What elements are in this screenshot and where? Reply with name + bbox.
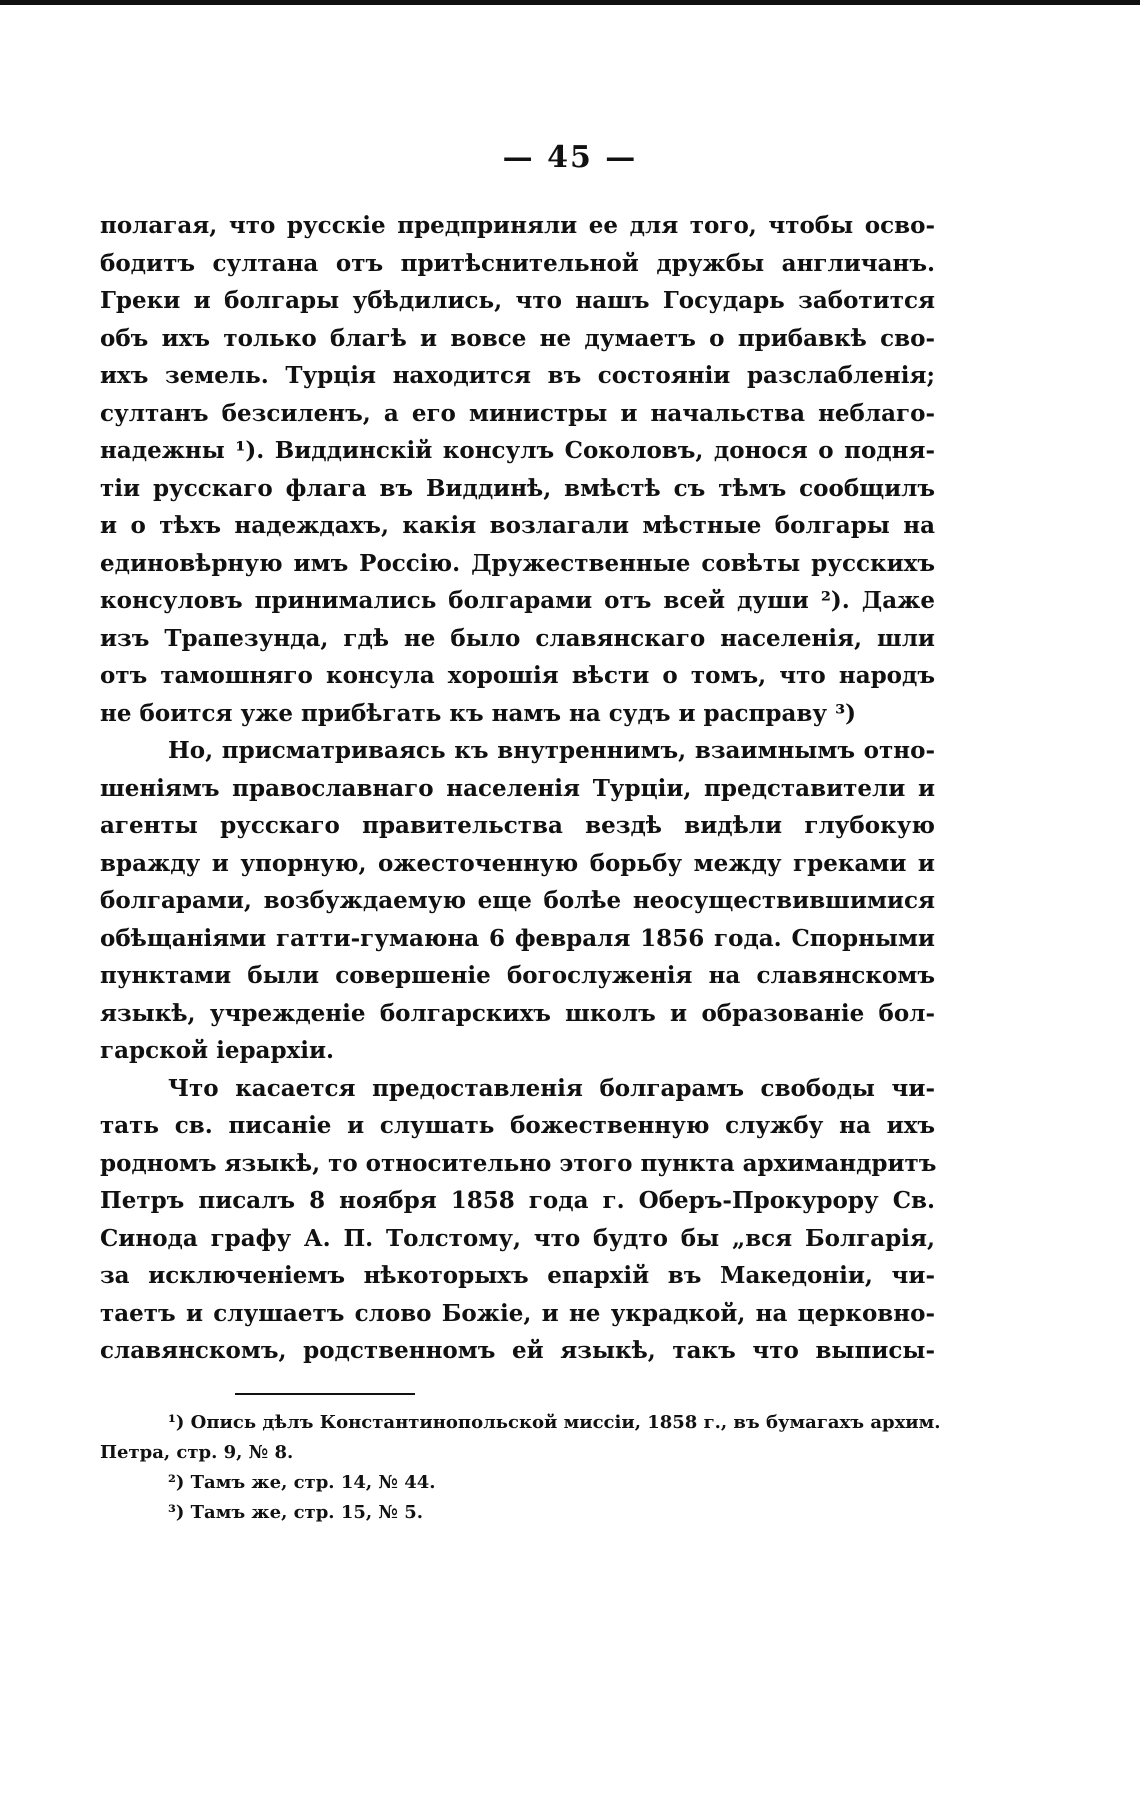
text-line: Но, присматриваясь къ внутреннимъ, взаимнымъ отно- (168, 737, 935, 764)
text-line: обѣщаніями гатти-гумаюна 6 февраля 1856 года. Спорными (100, 924, 935, 952)
text-line: славянскомъ, родственномъ ей языкѣ, такъ что выписы- (100, 1337, 935, 1364)
text-line: пунктами были совершеніе богослуженія на славянскомъ (100, 962, 935, 989)
footnote-3: ³) Тамъ же, стр. 15, № 5. (168, 1502, 424, 1523)
text-line: болгарами, возбуждаемую еще болѣе неосуществившимися (100, 887, 935, 914)
text-line: объ ихъ только благѣ и вовсе не думаетъ о прибавкѣ сво- (100, 324, 935, 352)
text-line: ихъ земель. Турція находится въ состояніи разслабленія; (100, 362, 935, 389)
footnotes (100, 1408, 941, 1528)
text-line: Что касается предоставленія болгарамъ свободы чи- (168, 1074, 935, 1102)
text-line: тіи русскаго флага въ Виддинѣ, вмѣстѣ съ тѣмъ сообщилъ (100, 474, 935, 502)
text-line: тать св. писаніе и слушать божественную службу на ихъ (100, 1112, 935, 1139)
text-line: Петръ писалъ 8 ноября 1858 года г. Оберъ-Прокурору Св. (100, 1187, 935, 1214)
text-line: не боится уже прибѣгать къ намъ на судъ и расправу ³) (100, 699, 857, 727)
text-line: Синода графу А. П. Толстому, что будто бы „вся Болгарія, (100, 1224, 935, 1252)
footnote-separator (235, 1393, 415, 1395)
text-line: полагая, что русскіе предприняли ее для того, чтобы осво- (100, 212, 935, 239)
text-line: родномъ языкѣ, то относительно этого пункта архимандритъ (100, 1149, 937, 1177)
text-line: языкѣ, учрежденіе болгарскихъ школъ и образованіе бол- (100, 999, 935, 1027)
body-text (100, 207, 935, 1370)
text-line: за исключеніемъ нѣкоторыхъ епархій въ Македоніи, чи- (100, 1262, 935, 1289)
text-line: консуловъ принимались болгарами отъ всей души ²). Даже (100, 587, 935, 614)
text-line: единовѣрную имъ Россію. Дружественные совѣты русскихъ (100, 549, 935, 577)
text-line: надежны ¹). Виддинскій консулъ Соколовъ, донося о подня- (100, 437, 935, 464)
text-line: таетъ и слушаетъ слово Божіе, и не украдкой, на церковно- (100, 1299, 935, 1327)
top-border-rule (0, 0, 1140, 5)
footnote-1: ¹) Опись дѣлъ Константинопольской миссіи, 1858 г., въ бумагахъ архим. (168, 1412, 941, 1433)
text-line: гарской іерархіи. (100, 1037, 335, 1064)
text-line: вражду и упорную, ожесточенную борьбу между греками и (100, 849, 935, 877)
text-line: Греки и болгары убѣдились, что нашъ Государь заботится (100, 287, 935, 314)
text-line: отъ тамошняго консула хорошія вѣсти о томъ, что народъ (100, 662, 935, 689)
text-line: султанъ безсиленъ, а его министры и начальства неблаго- (100, 399, 935, 427)
text-line: шеніямъ православнаго населенія Турціи, представители и (100, 774, 935, 802)
page-number: — 45 — (502, 140, 638, 175)
footnote-1-continuation: Петра, стр. 9, № 8. (100, 1442, 294, 1463)
text-line: бодитъ султана отъ притѣснительной дружбы англичанъ. (100, 249, 935, 277)
text-line: изъ Трапезунда, гдѣ не было славянскаго населенія, шли (100, 624, 935, 652)
footnote-2: ²) Тамъ же, стр. 14, № 44. (168, 1472, 436, 1493)
text-line: и о тѣхъ надеждахъ, какія возлагали мѣстные болгары на (100, 512, 935, 539)
text-line: агенты русскаго правительства вездѣ видѣли глубокую (100, 812, 935, 839)
